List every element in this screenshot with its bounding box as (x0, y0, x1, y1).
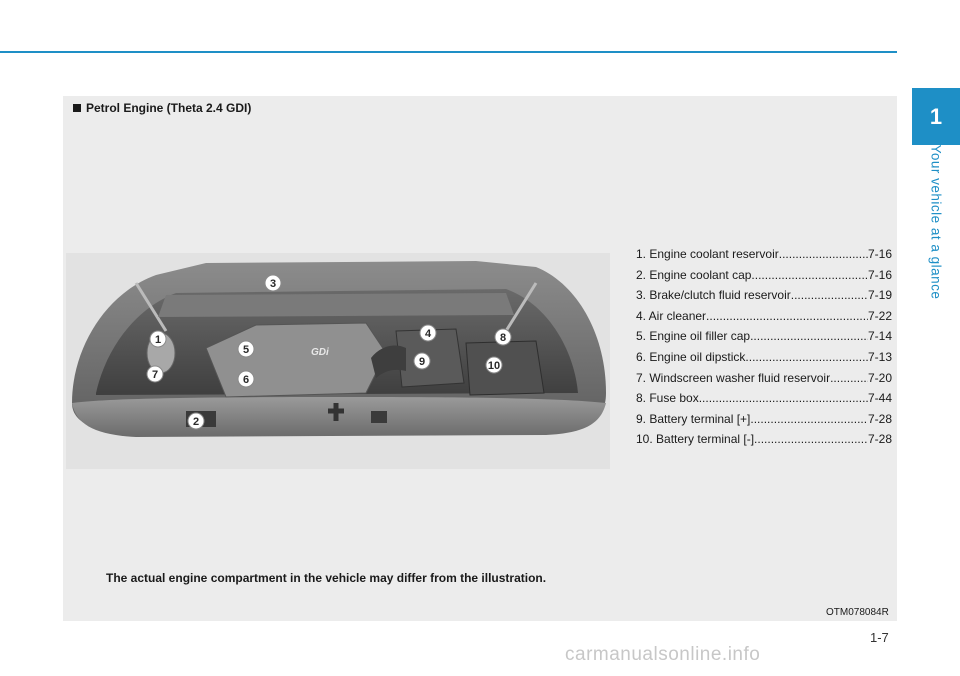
list-item: 5. Engine oil filler cap ..... 7-14 (636, 326, 892, 347)
callout-4 (420, 325, 436, 341)
chapter-tab[interactable] (912, 88, 960, 145)
svg-text:6: 6 (242, 374, 250, 386)
callout-3 (265, 275, 281, 291)
callout-7 (147, 366, 163, 382)
list-item: 1. Engine coolant reservoir ..... 7-16 (636, 244, 892, 265)
list-item: 7. Windscreen washer fluid reservoir ..... 7-20 (636, 368, 892, 389)
svg-text:GDi: GDi (311, 347, 329, 358)
list-item: 8. Fuse box ..... 7-44 (636, 388, 892, 409)
list-item: 9. Battery terminal [+] ..... 7-28 (636, 409, 892, 430)
svg-text:3: 3 (269, 278, 277, 290)
engine-compartment-drawing (66, 253, 610, 469)
callout-10 (486, 357, 502, 373)
callout-8 (495, 329, 511, 345)
cowl-panel (158, 293, 514, 317)
engine-illustration (66, 253, 610, 469)
svg-text:10: 10 (487, 360, 501, 372)
callout-9 (414, 353, 430, 369)
svg-text:5: 5 (242, 344, 250, 356)
section-title (73, 101, 251, 115)
svg-text:7: 7 (151, 369, 159, 381)
illustration-note: The actual engine compartment in the vehicle may differ from the illustration. (106, 571, 547, 585)
header-rule (0, 51, 897, 53)
front-fascia (72, 397, 606, 437)
callout-2 (188, 413, 204, 429)
svg-text:2: 2 (192, 416, 200, 428)
section-title-text: Petrol Engine (Theta 2.4 GDI) (86, 101, 252, 115)
watermark: carmanualsonline.info (565, 644, 761, 665)
grille-slot-right (371, 411, 387, 423)
svg-text:8: 8 (499, 332, 507, 344)
svg-text:1: 1 (154, 334, 162, 346)
callout-5 (238, 341, 254, 357)
callout-6 (238, 371, 254, 387)
page-number: 1-7 (870, 630, 889, 645)
chapter-title: Your vehicle at a glance (928, 144, 944, 300)
callout-1 (150, 331, 166, 347)
parts-list (636, 244, 892, 450)
list-item: 2. Engine coolant cap ..... 7-16 (636, 265, 892, 286)
list-item: 10. Battery terminal [-] ..... 7-28 (636, 429, 892, 450)
square-bullet-icon (73, 104, 81, 112)
svg-text:4: 4 (424, 328, 432, 340)
illustration-code: OTM078084R (826, 607, 889, 618)
list-item: 6. Engine oil dipstick ..... 7-13 (636, 347, 892, 368)
battery-area (466, 341, 544, 395)
list-item: 4. Air cleaner ..... 7-22 (636, 306, 892, 327)
list-item: 3. Brake/clutch fluid reservoir ..... 7-19 (636, 285, 892, 306)
svg-text:9: 9 (418, 356, 426, 368)
chapter-number: 1 (929, 103, 943, 129)
